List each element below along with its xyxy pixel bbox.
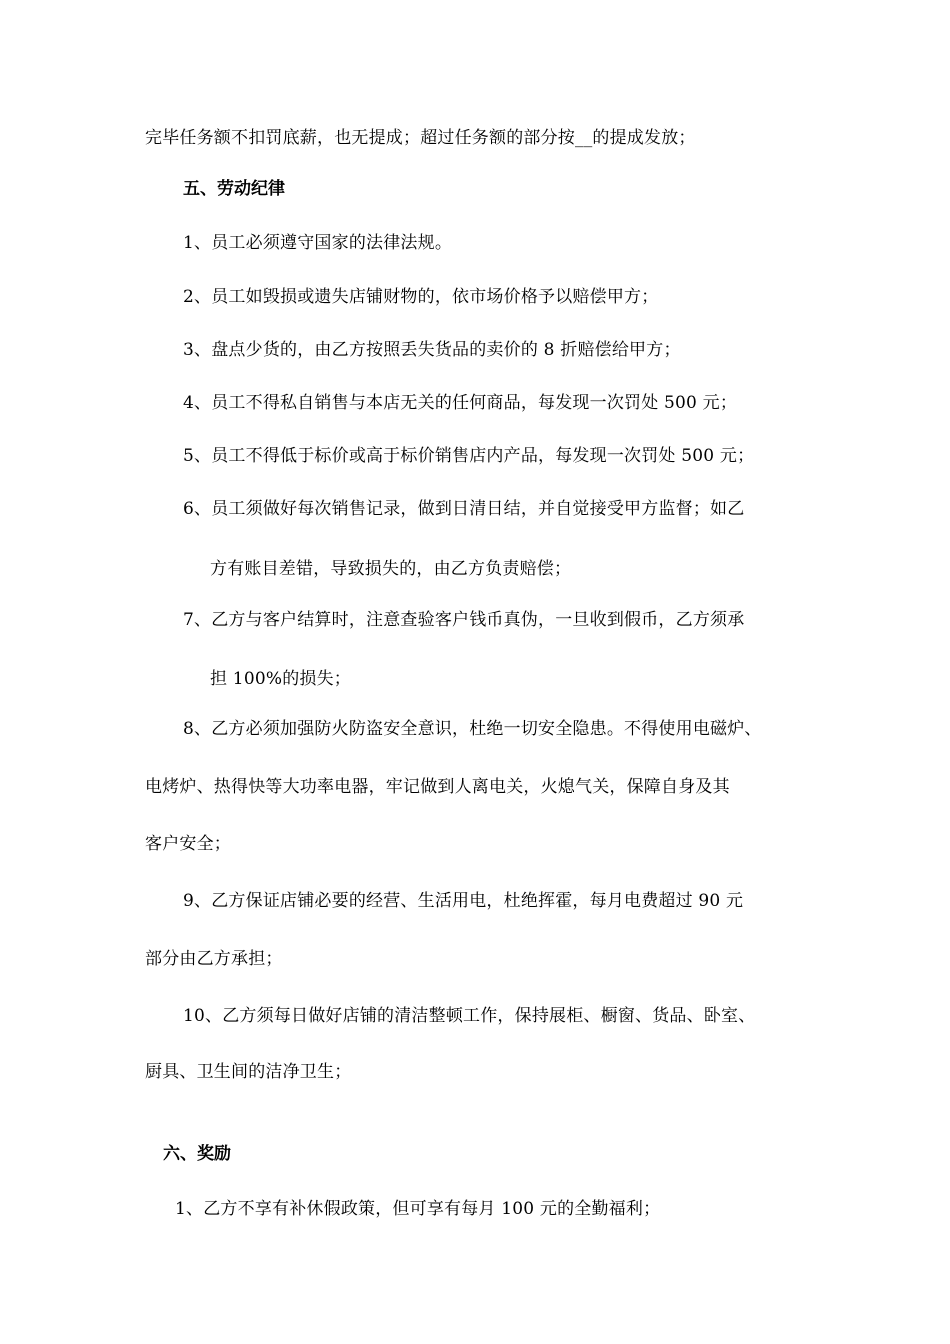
rule-item-9: 9、乙方保证店铺必要的经营、生活用电，杜绝挥霍，每月电费超过 90 元 — [183, 891, 744, 911]
text-line-continuation: 完毕任务额不扣罚底薪，也无提成；超过任务额的部分按__的提成发放； — [145, 128, 696, 148]
rule-item-6-continued: 方有账目差错，导致损失的，由乙方负责赔偿； — [210, 559, 572, 579]
reward-item-1: 1、乙方不享有补休假政策，但可享有每月 100 元的全勤福利； — [175, 1199, 661, 1219]
rule-item-4: 4、员工不得私自销售与本店无关的任何商品，每发现一次罚处 500 元； — [183, 393, 738, 413]
rule-item-10: 10、乙方须每日做好店铺的清洁整顿工作，保持展柜、橱窗、货品、卧室、 — [183, 1006, 756, 1026]
section-heading-labor-discipline: 五、劳动纪律 — [183, 179, 285, 199]
rule-item-8: 8、乙方必须加强防火防盗安全意识，杜绝一切安全隐患。不得使用电磁炉、 — [183, 719, 762, 739]
rule-item-7: 7、乙方与客户结算时，注意查验客户钱币真伪，一旦收到假币，乙方须承 — [183, 610, 745, 630]
rule-item-1: 1、员工必须遵守国家的法律法规。 — [183, 233, 453, 253]
rule-item-8-continued: 电烤炉、热得快等大功率电器，牢记做到人离电关，火熄气关，保障自身及其 — [145, 777, 730, 797]
rule-item-6: 6、员工须做好每次销售记录，做到日清日结，并自觉接受甲方监督；如乙 — [183, 499, 745, 519]
rule-item-9-continued: 部分由乙方承担； — [145, 949, 283, 969]
rule-item-8-continued-2: 客户安全； — [145, 834, 231, 854]
rule-item-10-continued: 厨具、卫生间的洁净卫生； — [145, 1062, 352, 1082]
rule-item-5: 5、员工不得低于标价或高于标价销售店内产品，每发现一次罚处 500 元； — [183, 446, 755, 466]
section-heading-rewards: 六、奖励 — [163, 1144, 231, 1164]
rule-item-2: 2、员工如毁损或遗失店铺财物的，依市场价格予以赔偿甲方； — [183, 287, 659, 307]
rule-item-3: 3、盘点少货的，由乙方按照丢失货品的卖价的 8 折赔偿给甲方； — [183, 340, 681, 360]
rule-item-7-continued: 担 100%的损失； — [210, 669, 352, 689]
